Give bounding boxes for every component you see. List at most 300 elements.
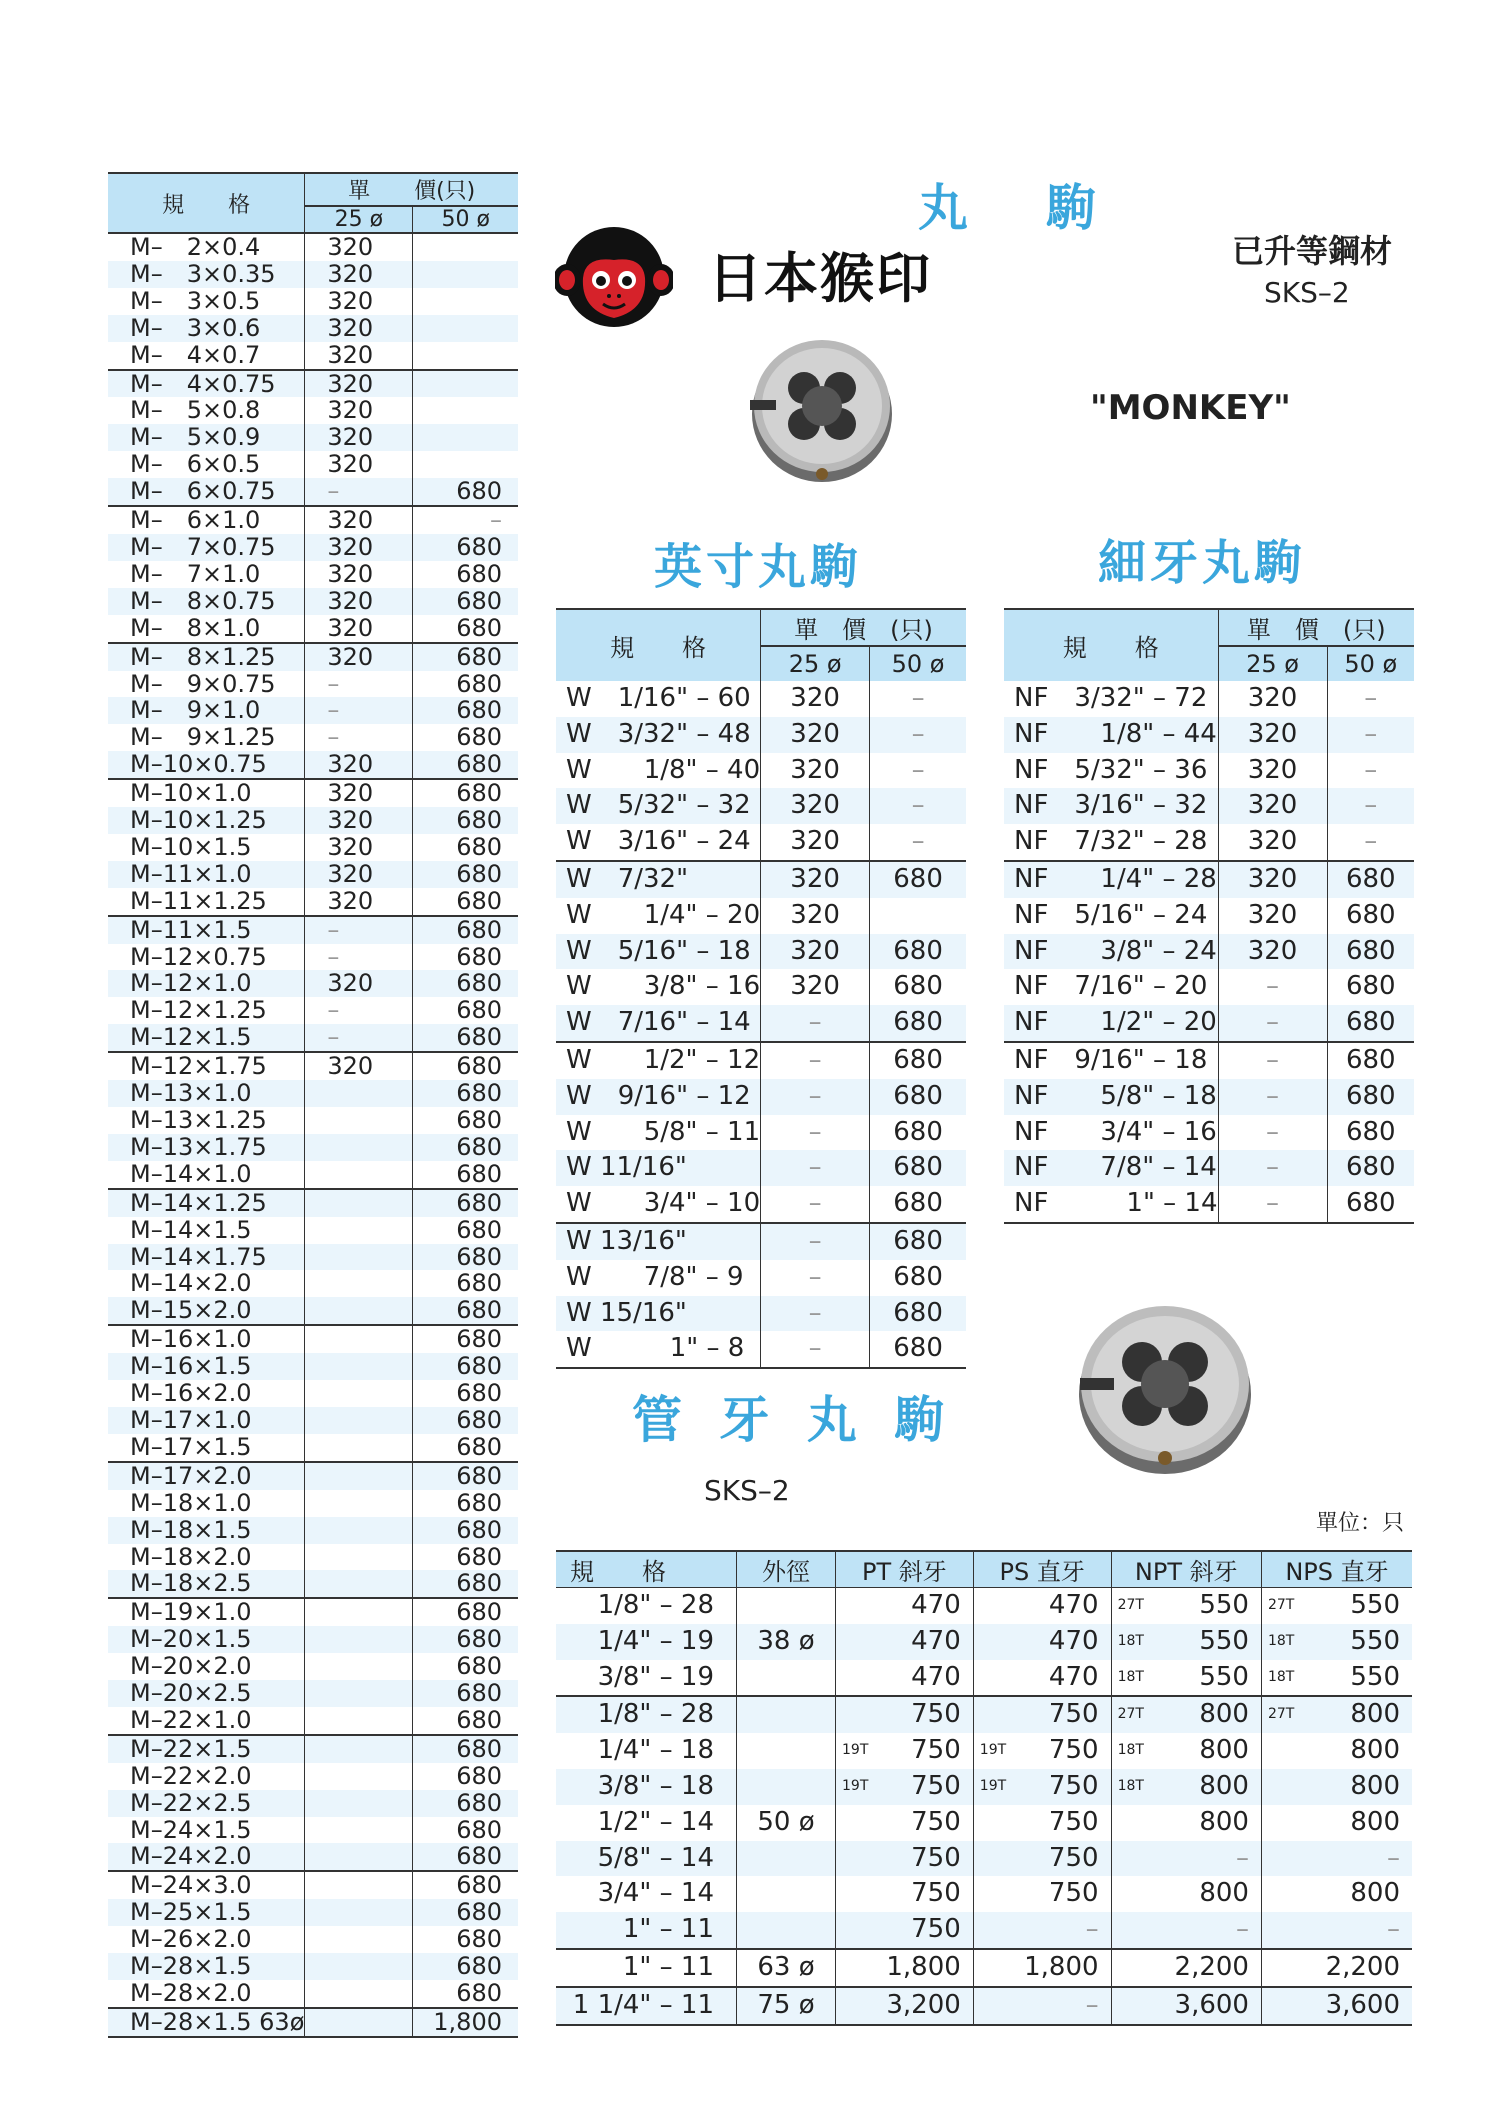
price-value: 550 xyxy=(1350,1661,1400,1692)
price-50-cell: 680 xyxy=(413,1270,518,1297)
price-50-cell: 680 xyxy=(870,1296,966,1332)
price-25-cell: – xyxy=(761,1150,870,1186)
spec-cell: M–13×1.25 xyxy=(108,1107,305,1134)
table-row xyxy=(1004,681,1414,717)
spec-cell: 1/8" – 28 xyxy=(556,1588,737,1624)
table-row xyxy=(108,643,518,671)
price-50-cell: 680 xyxy=(413,997,518,1024)
price-50-cell xyxy=(413,424,518,451)
tooth-count: 18T xyxy=(1267,1632,1295,1649)
price-50-cell: 680 xyxy=(413,807,518,834)
spec-cell: 1" – 11 xyxy=(556,1912,737,1949)
table-row xyxy=(108,751,518,779)
price-value: 750 xyxy=(1048,1770,1099,1801)
price-50-cell: 680 xyxy=(870,1079,966,1115)
table-row xyxy=(108,1217,518,1244)
price-value: 470 xyxy=(1048,1661,1099,1692)
table-row xyxy=(108,561,518,588)
nps-price-cell xyxy=(1261,1660,1412,1697)
spec-cell: M–18×1.0 xyxy=(108,1490,305,1517)
ps-price-cell xyxy=(973,1912,1111,1949)
pipe-head-0: 規 格 xyxy=(556,1551,737,1588)
ps-price-cell xyxy=(973,1876,1111,1912)
price-value: 3,600 xyxy=(1325,1989,1400,2020)
price-50-cell xyxy=(413,451,518,478)
price-25-cell xyxy=(305,1953,413,1980)
price-25-cell xyxy=(305,1490,413,1517)
spec-cell: M–24×1.5 xyxy=(108,1817,305,1844)
price-25-cell: 320 xyxy=(305,261,413,288)
ps-price-cell xyxy=(973,1588,1111,1624)
price-50-cell xyxy=(413,261,518,288)
price-25-cell: – xyxy=(761,1079,870,1115)
price-value: 800 xyxy=(1350,1878,1400,1909)
price-25-cell xyxy=(305,1217,413,1244)
price-50-cell: 680 xyxy=(413,1052,518,1080)
price-50-cell: 680 xyxy=(413,697,518,724)
table-row xyxy=(556,1150,966,1186)
price-50-cell: 680 xyxy=(1327,969,1414,1005)
price-25-cell: 320 xyxy=(305,588,413,615)
table-row xyxy=(556,1949,1412,1987)
price-25-cell: – xyxy=(305,478,413,506)
price-25-cell: 320 xyxy=(305,779,413,807)
table-row xyxy=(108,1735,518,1763)
diameter-cell xyxy=(737,1912,836,1949)
price-value: 750 xyxy=(1048,1842,1099,1873)
price-25-cell xyxy=(305,1817,413,1844)
price-25-cell: – xyxy=(761,1042,870,1079)
price-50-cell: 680 xyxy=(1327,934,1414,970)
table-row xyxy=(108,1407,518,1434)
table-row xyxy=(1004,824,1414,861)
price-value: 750 xyxy=(911,1842,961,1873)
table-row xyxy=(108,397,518,424)
price-50-cell: – xyxy=(1327,681,1414,717)
price-25-cell: – xyxy=(761,1223,870,1260)
table-row xyxy=(556,1331,966,1368)
unit-label: 單位：只 xyxy=(1316,1511,1405,1536)
spec-cell: M–26×2.0 xyxy=(108,1926,305,1953)
w-head-price: 單 價 (只) xyxy=(761,609,966,646)
price-25-cell: – xyxy=(1218,969,1327,1005)
npt-price-cell xyxy=(1111,1912,1261,1949)
table-row xyxy=(556,898,966,934)
table-row xyxy=(108,1244,518,1271)
price-25-cell: – xyxy=(761,1260,870,1296)
pt-price-cell xyxy=(836,1588,974,1624)
diameter-cell xyxy=(737,1769,836,1805)
spec-cell: W 7/8" – 9 xyxy=(556,1260,761,1296)
pipe-grade: SKS–2 xyxy=(704,1474,790,1507)
table-row xyxy=(1004,934,1414,970)
table-row xyxy=(556,1260,966,1296)
price-50-cell: 680 xyxy=(1327,898,1414,934)
table-row xyxy=(108,1380,518,1407)
table-row xyxy=(1004,1150,1414,1186)
price-value: 2,200 xyxy=(1174,1951,1249,1982)
table-row xyxy=(108,779,518,807)
price-50-cell: 680 xyxy=(413,1297,518,1325)
table-row xyxy=(108,1544,518,1571)
table-row xyxy=(108,1462,518,1490)
pt-price-cell xyxy=(836,1949,974,1987)
table-row xyxy=(1004,1079,1414,1115)
diameter-cell xyxy=(737,1588,836,1624)
tooth-count: 19T xyxy=(842,1742,869,1759)
price-25-cell xyxy=(305,1843,413,1871)
price-25-cell xyxy=(305,1707,413,1735)
table-row xyxy=(108,1270,518,1297)
price-25-cell: 320 xyxy=(761,898,870,934)
table-row xyxy=(556,1987,1412,2025)
pipe-head-2: PT 斜牙 xyxy=(836,1551,974,1588)
nps-price-cell xyxy=(1261,1876,1412,1912)
price-25-cell: 320 xyxy=(305,834,413,861)
spec-cell: NF 1" – 14 xyxy=(1004,1186,1218,1223)
price-value: 470 xyxy=(911,1661,961,1692)
table-row xyxy=(108,1325,518,1353)
spec-cell: W 1" – 8 xyxy=(556,1331,761,1368)
price-25-cell xyxy=(305,1517,413,1544)
nf-head-25: 25 ø xyxy=(1218,646,1327,681)
table-row xyxy=(556,824,966,861)
spec-cell: M–14×1.5 xyxy=(108,1217,305,1244)
table-row xyxy=(556,1769,1412,1805)
table-row xyxy=(1004,861,1414,898)
price-25-cell: – xyxy=(761,1186,870,1223)
spec-cell: M– 6×0.5 xyxy=(108,451,305,478)
price-50-cell: 680 xyxy=(413,1680,518,1707)
spec-cell: W 3/4" – 10 xyxy=(556,1186,761,1223)
price-25-cell: – xyxy=(761,1296,870,1332)
price-25-cell xyxy=(305,1570,413,1598)
price-value: 470 xyxy=(1048,1590,1099,1620)
diameter-cell xyxy=(737,1876,836,1912)
pipe-head-3: PS 直牙 xyxy=(973,1551,1111,1588)
price-value: 750 xyxy=(1048,1699,1099,1730)
spec-cell: M–20×1.5 xyxy=(108,1626,305,1653)
spec-cell: W 11/16" xyxy=(556,1150,761,1186)
price-50-cell xyxy=(413,342,518,370)
table-row xyxy=(556,1223,966,1260)
price-25-cell: – xyxy=(1218,1186,1327,1223)
spec-cell: NF 7/16" – 20 xyxy=(1004,969,1218,1005)
price-50-cell: 680 xyxy=(1327,1150,1414,1186)
monkey-label: "MONKEY" xyxy=(1090,388,1291,428)
pt-price-cell xyxy=(836,1876,974,1912)
price-25-cell xyxy=(305,1244,413,1271)
spec-cell: NF 1/8" – 44 xyxy=(1004,717,1218,753)
price-25-cell xyxy=(305,1980,413,2008)
spec-cell: M– 6×1.0 xyxy=(108,506,305,534)
table-row xyxy=(108,970,518,997)
table-row xyxy=(108,506,518,534)
table-row xyxy=(108,1161,518,1189)
price-value: 550 xyxy=(1350,1590,1400,1620)
price-50-cell xyxy=(413,288,518,315)
pt-price-cell xyxy=(836,1987,974,2025)
table-row xyxy=(108,1763,518,1790)
table-row xyxy=(556,1042,966,1079)
price-50-cell: 680 xyxy=(413,724,518,751)
price-50-cell: 680 xyxy=(413,1024,518,1052)
price-25-cell: – xyxy=(305,671,413,698)
spec-cell: M–10×0.75 xyxy=(108,751,305,779)
price-25-cell xyxy=(305,1926,413,1953)
price-25-cell: 320 xyxy=(305,424,413,451)
price-25-cell: 320 xyxy=(305,888,413,916)
table-row xyxy=(108,1653,518,1680)
metric-head-price: 單 價(只) xyxy=(305,173,518,206)
spec-cell: 1/8" – 28 xyxy=(556,1696,737,1733)
spec-cell: W 5/32" – 32 xyxy=(556,788,761,824)
spec-cell: NF 7/8" – 14 xyxy=(1004,1150,1218,1186)
spec-cell: W 7/16" – 14 xyxy=(556,1005,761,1042)
price-25-cell: 320 xyxy=(761,969,870,1005)
price-25-cell: – xyxy=(1218,1115,1327,1151)
price-50-cell: 680 xyxy=(413,916,518,944)
table-row xyxy=(108,861,518,888)
price-value: – xyxy=(1235,1842,1249,1873)
spec-cell: M–17×1.5 xyxy=(108,1434,305,1462)
price-50-cell: 680 xyxy=(413,1763,518,1790)
spec-cell: W 3/32" – 48 xyxy=(556,717,761,753)
price-50-cell: 680 xyxy=(413,1735,518,1763)
price-25-cell: – xyxy=(305,697,413,724)
price-50-cell: 1,800 xyxy=(413,2008,518,2037)
spec-cell: M– 4×0.75 xyxy=(108,370,305,398)
tooth-count: 19T xyxy=(842,1777,869,1794)
spec-cell: M– 7×1.0 xyxy=(108,561,305,588)
w-head-spec: 規 格 xyxy=(556,609,761,681)
price-25-cell: – xyxy=(1218,1042,1327,1079)
price-25-cell xyxy=(305,1134,413,1161)
price-50-cell: – xyxy=(1327,788,1414,824)
table-row xyxy=(108,1080,518,1107)
table-row xyxy=(556,934,966,970)
table-row xyxy=(108,1052,518,1080)
spec-cell: M–20×2.5 xyxy=(108,1680,305,1707)
price-50-cell: – xyxy=(870,824,966,861)
price-value: 800 xyxy=(1199,1878,1249,1909)
price-25-cell: 320 xyxy=(761,753,870,789)
price-25-cell: 320 xyxy=(1218,861,1327,898)
table-row xyxy=(556,1624,1412,1660)
spec-cell: W 9/16" – 12 xyxy=(556,1079,761,1115)
price-25-cell: 320 xyxy=(305,315,413,342)
spec-cell: M–12×1.0 xyxy=(108,970,305,997)
price-value: 800 xyxy=(1199,1735,1249,1766)
price-25-cell: 320 xyxy=(761,824,870,861)
spec-cell: M–16×2.0 xyxy=(108,1380,305,1407)
diameter-cell xyxy=(737,1660,836,1697)
price-50-cell: 680 xyxy=(413,1843,518,1871)
spec-cell: M–22×2.5 xyxy=(108,1790,305,1817)
spec-cell: W 1/2" – 12 xyxy=(556,1042,761,1079)
table-row xyxy=(556,1296,966,1332)
price-value: 550 xyxy=(1350,1625,1400,1656)
grade-label: SKS–2 xyxy=(1264,276,1350,309)
price-25-cell: 320 xyxy=(305,1052,413,1080)
price-25-cell: 320 xyxy=(305,970,413,997)
npt-price-cell xyxy=(1111,1876,1261,1912)
nps-price-cell xyxy=(1261,1733,1412,1769)
spec-cell: M–10×1.25 xyxy=(108,807,305,834)
spec-cell: 5/8" – 14 xyxy=(556,1841,737,1877)
price-50-cell: – xyxy=(870,788,966,824)
spec-cell: W 3/16" – 24 xyxy=(556,824,761,861)
ps-price-cell xyxy=(973,1624,1111,1660)
round-die-image-2 xyxy=(1070,1298,1260,1478)
diameter-cell xyxy=(737,1733,836,1769)
price-25-cell: 320 xyxy=(305,370,413,398)
price-25-cell: – xyxy=(305,916,413,944)
spec-cell: M–17×1.0 xyxy=(108,1407,305,1434)
price-value: – xyxy=(1387,1842,1400,1873)
pipe-header-row xyxy=(556,1551,1412,1588)
ps-price-cell xyxy=(973,1733,1111,1769)
price-50-cell: 680 xyxy=(413,1325,518,1353)
price-50-cell: 680 xyxy=(870,861,966,898)
tooth-count: 27T xyxy=(1117,1597,1144,1613)
price-value: 800 xyxy=(1199,1699,1249,1730)
spec-cell: 1/4" – 18 xyxy=(556,1733,737,1769)
spec-cell: M– 9×1.25 xyxy=(108,724,305,751)
table-row xyxy=(108,1680,518,1707)
price-value: 3,600 xyxy=(1174,1989,1249,2020)
nps-price-cell xyxy=(1261,1805,1412,1841)
spec-cell: NF 1/2" – 20 xyxy=(1004,1005,1218,1042)
npt-price-cell xyxy=(1111,1805,1261,1841)
tooth-count: 27T xyxy=(1267,1706,1295,1723)
npt-price-cell xyxy=(1111,1733,1261,1769)
table-row xyxy=(108,2008,518,2037)
price-50-cell: 680 xyxy=(413,944,518,971)
table-row xyxy=(108,1490,518,1517)
price-25-cell xyxy=(305,1270,413,1297)
diameter-cell: 75 ø xyxy=(737,1987,836,2025)
spec-cell: M–28×2.0 xyxy=(108,1980,305,2008)
price-value: 800 xyxy=(1199,1806,1249,1837)
spec-cell: M–12×1.75 xyxy=(108,1052,305,1080)
pt-price-cell xyxy=(836,1660,974,1697)
price-value: 800 xyxy=(1350,1770,1400,1801)
npt-price-cell xyxy=(1111,1841,1261,1877)
table-row xyxy=(108,1517,518,1544)
spec-cell: M–24×3.0 xyxy=(108,1871,305,1899)
price-25-cell: – xyxy=(1218,1079,1327,1115)
price-25-cell: 320 xyxy=(761,861,870,898)
spec-cell: M– 7×0.75 xyxy=(108,534,305,561)
spec-cell: NF 3/8" – 24 xyxy=(1004,934,1218,970)
price-50-cell: 680 xyxy=(413,1980,518,2008)
table-row xyxy=(1004,1005,1414,1042)
table-row xyxy=(108,315,518,342)
price-25-cell: 320 xyxy=(305,561,413,588)
nf-head-spec: 規 格 xyxy=(1004,609,1218,681)
price-50-cell: 680 xyxy=(870,1005,966,1042)
price-25-cell xyxy=(305,1871,413,1899)
spec-cell: 1 1/4" – 11 xyxy=(556,1987,737,2025)
price-50-cell: – xyxy=(1327,717,1414,753)
spec-cell: W 1/16" – 60 xyxy=(556,681,761,717)
price-50-cell: 680 xyxy=(1327,1042,1414,1079)
table-row xyxy=(556,717,966,753)
price-value: 3,200 xyxy=(886,1989,961,2020)
w-thread-table xyxy=(556,608,966,1369)
price-50-cell: 680 xyxy=(1327,1079,1414,1115)
spec-cell: M–22×1.5 xyxy=(108,1735,305,1763)
price-25-cell: 320 xyxy=(305,342,413,370)
price-25-cell: 320 xyxy=(305,751,413,779)
w-head-25: 25 ø xyxy=(761,646,870,681)
table-row xyxy=(108,1626,518,1653)
price-50-cell: 680 xyxy=(1327,1115,1414,1151)
table-row xyxy=(108,1707,518,1735)
spec-cell: W 5/16" – 18 xyxy=(556,934,761,970)
price-50-cell: 680 xyxy=(870,1331,966,1368)
nf-head-50: 50 ø xyxy=(1327,646,1414,681)
spec-cell: NF 3/16" – 32 xyxy=(1004,788,1218,824)
ps-price-cell xyxy=(973,1805,1111,1841)
price-25-cell: 320 xyxy=(761,717,870,753)
price-value: 470 xyxy=(1048,1625,1099,1656)
price-value: 750 xyxy=(911,1735,961,1766)
table-row xyxy=(108,1980,518,2008)
metric-table-body xyxy=(108,233,518,2037)
ps-price-cell xyxy=(973,1696,1111,1733)
price-value: 800 xyxy=(1350,1806,1400,1837)
nps-price-cell xyxy=(1261,1696,1412,1733)
price-25-cell xyxy=(305,1763,413,1790)
table-row xyxy=(556,1912,1412,1949)
spec-cell: M– 5×0.8 xyxy=(108,397,305,424)
price-50-cell: 680 xyxy=(413,751,518,779)
spec-cell: M–24×2.0 xyxy=(108,1843,305,1871)
spec-cell: W 13/16" xyxy=(556,1223,761,1260)
price-50-cell: – xyxy=(413,506,518,534)
spec-cell: NF 5/8" – 18 xyxy=(1004,1079,1218,1115)
table-row xyxy=(108,1843,518,1871)
table-row xyxy=(108,834,518,861)
table-row xyxy=(108,1189,518,1217)
price-50-cell: 680 xyxy=(413,1462,518,1490)
pt-price-cell xyxy=(836,1912,974,1949)
price-25-cell: 320 xyxy=(1218,824,1327,861)
spec-cell: M–22×1.0 xyxy=(108,1707,305,1735)
price-25-cell: – xyxy=(305,997,413,1024)
price-50-cell: 680 xyxy=(413,970,518,997)
tooth-count: 19T xyxy=(979,1777,1007,1794)
price-50-cell: 680 xyxy=(870,969,966,1005)
price-25-cell: 320 xyxy=(1218,753,1327,789)
price-50-cell: 680 xyxy=(413,1434,518,1462)
price-50-cell: 680 xyxy=(413,1217,518,1244)
price-25-cell: – xyxy=(305,1024,413,1052)
spec-cell: M–12×1.5 xyxy=(108,1024,305,1052)
spec-cell: 3/4" – 14 xyxy=(556,1876,737,1912)
diameter-cell: 50 ø xyxy=(737,1805,836,1841)
tooth-count: 18T xyxy=(1117,1668,1144,1685)
inch-nf-title: 細牙丸駒 xyxy=(1098,535,1307,591)
price-value: 2,200 xyxy=(1325,1951,1400,1982)
nps-price-cell xyxy=(1261,1987,1412,2025)
table-row xyxy=(556,1005,966,1042)
table-row xyxy=(108,997,518,1024)
price-value: 550 xyxy=(1199,1661,1249,1692)
pipe-head-5: NPS 直牙 xyxy=(1261,1551,1412,1588)
